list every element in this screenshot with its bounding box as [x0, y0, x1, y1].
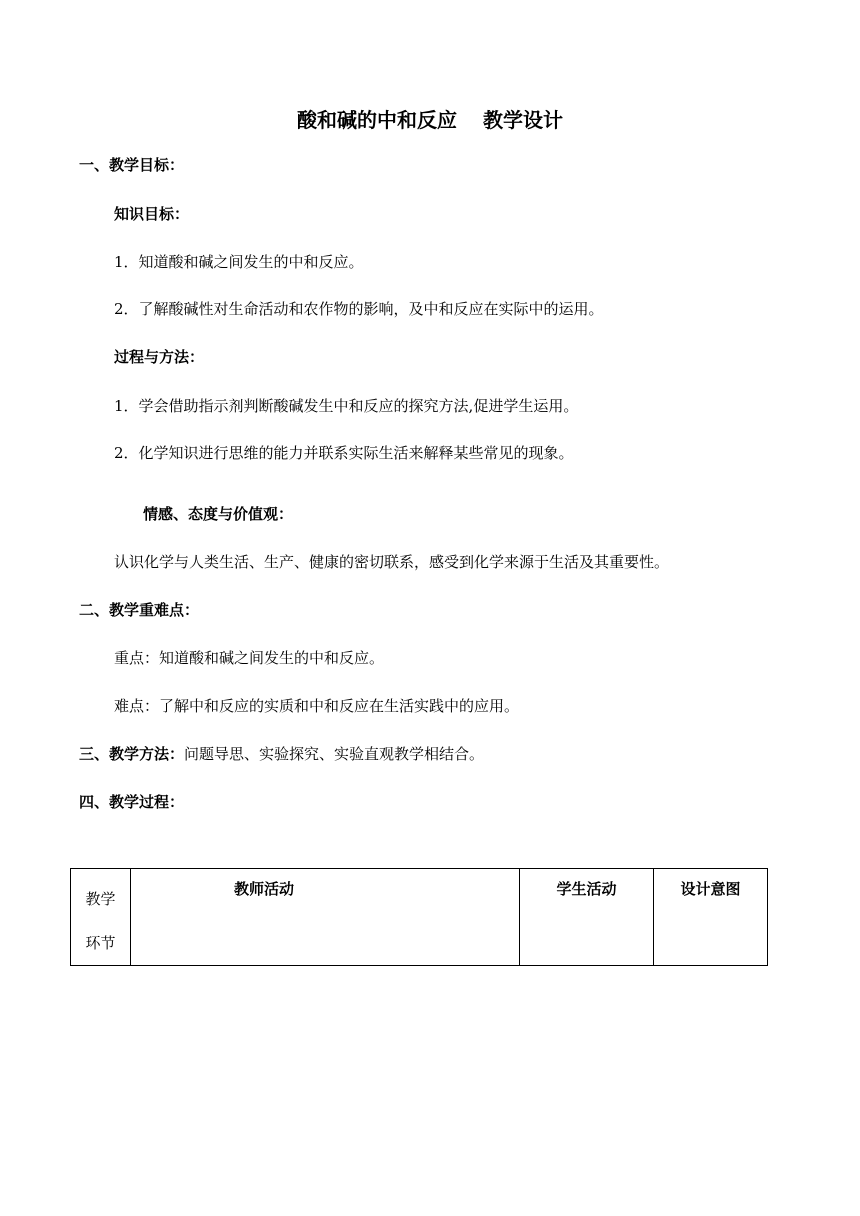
header-cell-intent: [654, 869, 768, 966]
key-point: 重点：知道酸和碱之间发生的中和反应。: [114, 649, 385, 667]
process-table: [70, 868, 768, 966]
header-cell-student: [520, 869, 654, 966]
method-text: 问题导思、实验探究、实验直观教学相结合。: [184, 745, 485, 763]
title-main: 酸和碱的中和反应: [297, 108, 457, 132]
header-teacher-label: 教师活动: [234, 880, 295, 898]
knowledge-heading: 知识目标：: [114, 205, 190, 223]
process-heading: 过程与方法：: [114, 348, 205, 366]
header-cell-teacher: [131, 869, 520, 966]
emotion-heading: 情感、态度与价值观：: [143, 505, 294, 523]
header-student-label: 学生活动: [556, 880, 617, 898]
goals-heading: 一、教学目标：: [79, 156, 185, 174]
header-stage-label: 教学环节: [85, 890, 116, 952]
knowledge-item-1: 1．知道酸和碱之间发生的中和反应。: [114, 253, 364, 271]
header-intent-label: 设计意图: [680, 880, 741, 898]
difficulty-heading: 二、教学重难点：: [79, 601, 200, 619]
knowledge-item-2: 2．了解酸碱性对生命活动和农作物的影响，及中和反应在实际中的运用。: [114, 300, 604, 318]
page-title: [0, 107, 860, 133]
process-item-2: 2．化学知识进行思维的能力并联系实际生活来解释某些常见的现象。: [114, 444, 574, 462]
process-item-1: 1．学会借助指示剂判断酸碱发生中和反应的探究方法,促进学生运用。: [114, 397, 579, 415]
method-line: [79, 744, 484, 764]
header-cell-stage: [71, 869, 131, 966]
procedure-heading: 四、教学过程：: [79, 793, 185, 811]
emotion-text: 认识化学与人类生活、生产、健康的密切联系，感受到化学来源于生活及其重要性。: [114, 553, 670, 571]
title-sub: 教学设计: [483, 108, 563, 132]
difficult-point: 难点：了解中和反应的实质和中和反应在生活实践中的应用。: [114, 697, 520, 715]
method-heading: 三、教学方法：: [79, 745, 185, 763]
table-header-row: [71, 869, 768, 966]
